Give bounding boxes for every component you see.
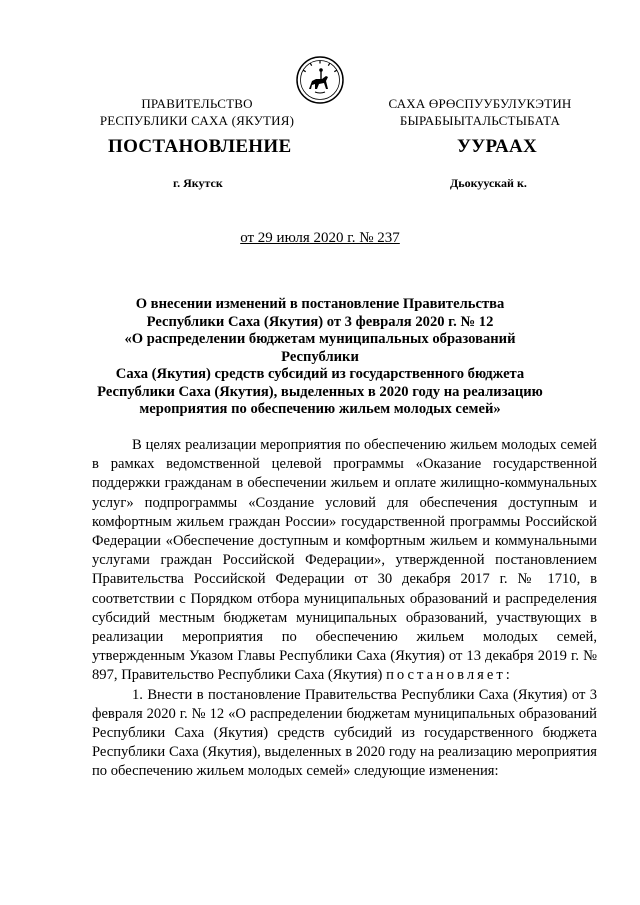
- government-name-ru: [92, 95, 302, 129]
- body-paragraph: 1. Внести в постановление Правительства Республики Саха (Якутия) от 3 февраля 2020 г. № 12 «О распределении бюджетам муниципальных образований Республики Саха (Якутия) средств субсидий из государственного бюджета Республики Саха (Якутия), выделенных в 2020 году на реализацию мероприятия по обеспечению жильем молодых семей» следующие изменения:: [92, 686, 597, 780]
- header-right-line2: БЫРАБЫЫТАЛЬСТЫБАТА: [399, 113, 561, 128]
- header-left-line1: ПРАВИТЕЛЬСТВО: [141, 96, 253, 111]
- document-body: [92, 436, 597, 782]
- title-line: мероприятия по обеспечению жильем молодых семей»: [139, 401, 501, 417]
- government-name-sakha: [360, 95, 600, 129]
- resolution-word: постановляет:: [386, 667, 513, 684]
- header-left-line2: РЕСПУБЛИКИ САХА (ЯКУТИЯ): [99, 113, 295, 128]
- doc-type-sakha: УУРААХ: [457, 136, 538, 157]
- header-right-line1: САХА ӨРӨСПУУБУЛУКЭТИН: [388, 96, 572, 111]
- body-paragraph: [92, 436, 597, 686]
- date-number-text: от 29 июля 2020 г. № 237: [240, 230, 400, 246]
- title-line: Саха (Якутия) средств субсидий из государственного бюджета: [115, 366, 525, 382]
- coat-of-arms-icon: [295, 55, 345, 105]
- paragraph-text: В целях реализации мероприятия по обеспечению жильем молодых семей в рамках ведомственной целевой программы «Оказание государственной поддержки гражданам в обеспечении жильем и оплате жилищно-коммунальных услуг» подпрограммы «Создание условий для обеспечения доступным и комфортным жильем граждан России» государственной программы Российской Федерации «Обеспечение доступным и комфортным жильем и коммунальными услугами граждан Российской Федерации», утвержденной постановлением Правительства Российской Федерации от 30 декабря 2017 г. № 1710, в соответствии с Порядком отбора муниципальных образований и распределения субсидий местным бюджетам муниципальных образований, участвующих в реализации мероприятия по обеспечению жильем молодых семей, утвержденным Указом Главы Республики Саха (Якутия) от 13 декабря 2019 г. № 897, Правительство Республики Саха (Якутия): [92, 437, 597, 684]
- title-line: Республики Саха (Якутия), выделенных в 2020 году на реализацию: [97, 383, 543, 400]
- city-ru: г. Якутск: [173, 176, 223, 190]
- document-title: [90, 296, 550, 419]
- city-sakha: Дьокуускай к.: [450, 176, 527, 190]
- title-line: «О распределении бюджетам муниципальных образований Республики: [124, 331, 516, 365]
- date-number-line: [0, 230, 640, 247]
- title-line: О внесении изменений в постановление Правительства: [135, 296, 505, 312]
- doc-type-ru: ПОСТАНОВЛЕНИЕ: [108, 136, 292, 157]
- title-line: Республики Саха (Якутия) от 3 февраля 2020 г. № 12: [146, 313, 494, 330]
